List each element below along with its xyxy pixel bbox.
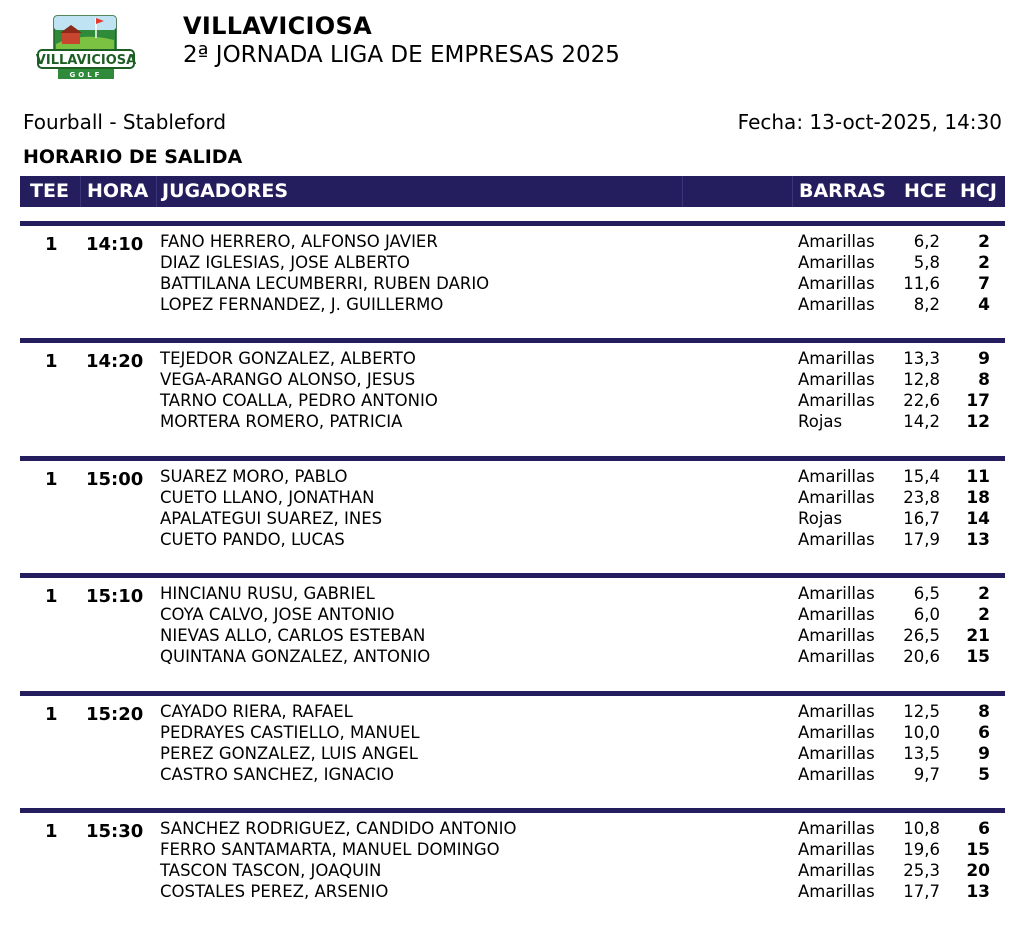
player-hcj: 12 [966,412,990,433]
player-name: TARNO COALLA, PEDRO ANTONIO [160,391,438,411]
player-hcj: 4 [978,295,990,315]
player-hce: 5,8 [913,253,940,272]
tee-number: 1 [45,234,58,255]
player-hcj: 2 [978,253,990,273]
player-row [20,253,1005,274]
player-tees: Amarillas [798,626,875,646]
player-tees: Amarillas [798,584,875,604]
player-tees: Amarillas [798,295,875,314]
player-hcj: 13 [966,529,990,550]
player-name: SANCHEZ RODRIGUEZ, CANDIDO ANTONIO [160,819,517,838]
player-row [20,584,1005,608]
player-tees: Amarillas [798,743,875,763]
player-hcj: 8 [978,370,990,391]
logo-golf-label: GOLF [69,71,103,79]
player-name: CAYADO RIERA, RAFAEL [160,701,353,721]
player-row [20,840,1005,861]
player-hce: 23,8 [903,487,940,507]
player-hce: 6,0 [913,605,940,625]
player-hce: 13,5 [903,743,940,763]
player-tees: Amarillas [798,253,875,272]
player-row [20,295,1005,316]
player-row [20,509,1005,530]
player-row [20,647,1005,668]
player-hcj: 18 [966,487,990,508]
tee-group [20,691,1005,815]
tee-group [20,338,1005,462]
player-tees: Amarillas [798,722,875,742]
player-hcj: 9 [978,743,990,764]
group-separator [20,456,1005,461]
player-hcj: 14 [966,508,990,529]
tee-time: 15:20 [86,703,144,725]
player-hce: 13,3 [903,349,940,369]
tee-group [20,808,1005,932]
player-hce: 17,9 [903,529,940,549]
player-row [20,765,1005,786]
event-title: 2ª JORNADA LIGA DE EMPRESAS 2025 [183,42,620,68]
tee-time: 15:30 [86,821,144,842]
group-separator [20,338,1005,343]
group-separator [20,573,1005,578]
player-tees: Amarillas [798,647,875,667]
player-tees: Amarillas [798,487,875,507]
col-barras: BARRAS [799,180,886,202]
player-name: HINCIANU RUSU, GABRIEL [160,584,375,604]
player-row [20,861,1005,882]
player-name: SUAREZ MORO, PABLO [160,466,348,486]
logo-wordmark: VILLAVICIOSA [36,53,136,68]
competition-format: Fourball - Stableford [23,110,227,134]
player-tees: Amarillas [798,529,875,549]
player-hce: 10,0 [903,722,940,742]
player-row [20,370,1005,391]
player-name: DIAZ IGLESIAS, JOSE ALBERTO [160,253,410,272]
tee-group [20,573,1005,697]
player-tees: Amarillas [798,764,875,784]
player-row [20,819,1005,840]
player-row [20,391,1005,412]
player-hcj: 21 [966,626,990,647]
section-heading: HORARIO DE SALIDA [23,146,243,168]
player-hcj: 11 [966,466,990,487]
player-tees: Amarillas [798,391,875,411]
player-name: TASCON TASCON, JOAQUIN [160,861,382,880]
player-hce: 15,4 [903,466,940,486]
competition-date: Fecha: 13-oct-2025, 14:30 [737,110,1002,134]
tee-number: 1 [45,821,58,842]
col-hcj: HCJ [960,180,997,202]
tee-time: 15:00 [86,468,144,490]
header-divider [80,176,81,207]
player-row [20,412,1005,433]
player-hce: 19,6 [903,840,940,859]
player-hce: 22,6 [903,391,940,411]
player-hcj: 5 [978,764,990,785]
player-name: CASTRO SANCHEZ, IGNACIO [160,764,394,784]
player-hce: 6,2 [913,232,940,251]
player-hcj: 20 [966,861,990,881]
player-name: NIEVAS ALLO, CARLOS ESTEBAN [160,626,426,646]
player-hce: 16,7 [903,508,940,528]
player-hce: 11,6 [903,274,940,293]
group-separator [20,808,1005,813]
col-jugadores: JUGADORES [162,180,289,202]
tee-time: 14:10 [86,234,144,255]
player-name: TEJEDOR GONZALEZ, ALBERTO [160,349,416,369]
player-row [20,274,1005,295]
col-hora: HORA [87,180,149,202]
tee-number: 1 [45,468,58,490]
player-hcj: 15 [966,647,990,668]
player-tees: Rojas [798,412,843,432]
player-row [20,723,1005,744]
player-tees: Amarillas [798,882,875,901]
player-name: COYA CALVO, JOSE ANTONIO [160,605,395,625]
player-name: APALATEGUI SUAREZ, INES [160,508,383,528]
player-hce: 25,3 [903,861,940,880]
player-row [20,744,1005,765]
player-hce: 6,5 [913,584,940,604]
col-hce: HCE [904,180,947,202]
villaviciosa-golf-logo [36,10,136,82]
player-name: QUINTANA GONZALEZ, ANTONIO [160,647,431,667]
player-hcj: 2 [978,584,990,605]
tee-number: 1 [45,703,58,725]
player-hcj: 9 [978,349,990,370]
player-hcj: 7 [978,274,990,294]
player-name: BATTILANA LECUMBERRI, RUBEN DARIO [160,274,490,293]
player-tees: Amarillas [798,605,875,625]
player-hce: 8,2 [913,295,940,314]
player-row [20,488,1005,509]
player-tees: Amarillas [798,701,875,721]
player-tees: Amarillas [798,274,875,293]
player-hce: 9,7 [913,764,940,784]
player-name: CUETO PANDO, LUCAS [160,529,345,549]
tee-time: 15:10 [86,586,144,608]
tee-group [20,456,1005,580]
player-hce: 12,8 [903,370,940,390]
player-tees: Amarillas [798,840,875,859]
player-hce: 20,6 [903,647,940,667]
player-name: COSTALES PEREZ, ARSENIO [160,882,389,901]
player-name: VEGA-ARANGO ALONSO, JESUS [160,370,416,390]
player-tees: Amarillas [798,819,875,838]
player-hcj: 2 [978,232,990,252]
player-row [20,349,1005,373]
tee-time: 14:20 [86,351,144,373]
player-name: PEREZ GONZALEZ, LUIS ANGEL [160,743,418,763]
group-separator [20,221,1005,226]
tee-number: 1 [45,586,58,608]
player-hce: 12,5 [903,701,940,721]
player-hcj: 13 [966,882,990,902]
player-hce: 26,5 [903,626,940,646]
tee-group [20,221,1005,345]
tee-number: 1 [45,351,58,373]
player-tees: Amarillas [798,349,875,369]
club-title: VILLAVICIOSA [183,12,372,40]
player-row [20,626,1005,647]
player-hcj: 15 [966,840,990,860]
player-name: FANO HERRERO, ALFONSO JAVIER [160,232,438,251]
player-hcj: 6 [978,819,990,839]
player-hce: 17,7 [903,882,940,901]
player-row [20,605,1005,626]
player-hcj: 17 [966,391,990,412]
header-divider [156,176,157,207]
player-tees: Amarillas [798,466,875,486]
header-divider [682,176,683,207]
player-name: PEDRAYES CASTIELLO, MANUEL [160,722,420,742]
player-tees: Amarillas [798,232,875,251]
player-tees: Rojas [798,508,843,528]
player-hcj: 8 [978,701,990,722]
player-tees: Amarillas [798,861,875,880]
player-name: LOPEZ FERNANDEZ, J. GUILLERMO [160,295,444,314]
club-logo [36,10,136,82]
player-row [20,232,1005,253]
player-hce: 14,2 [903,412,940,432]
player-hcj: 6 [978,722,990,743]
player-row [20,530,1005,551]
player-row [20,702,1005,723]
table-header [20,176,1005,207]
player-name: MORTERA ROMERO, PATRICIA [160,412,403,432]
player-name: CUETO LLANO, JONATHAN [160,487,375,507]
col-tee: TEE [30,180,69,202]
group-separator [20,691,1005,696]
player-hcj: 2 [978,605,990,626]
player-name: FERRO SANTAMARTA, MANUEL DOMINGO [160,840,500,859]
player-row [20,467,1005,488]
header-divider [792,176,793,207]
player-hce: 10,8 [903,819,940,838]
player-tees: Amarillas [798,370,875,390]
player-row [20,882,1005,903]
